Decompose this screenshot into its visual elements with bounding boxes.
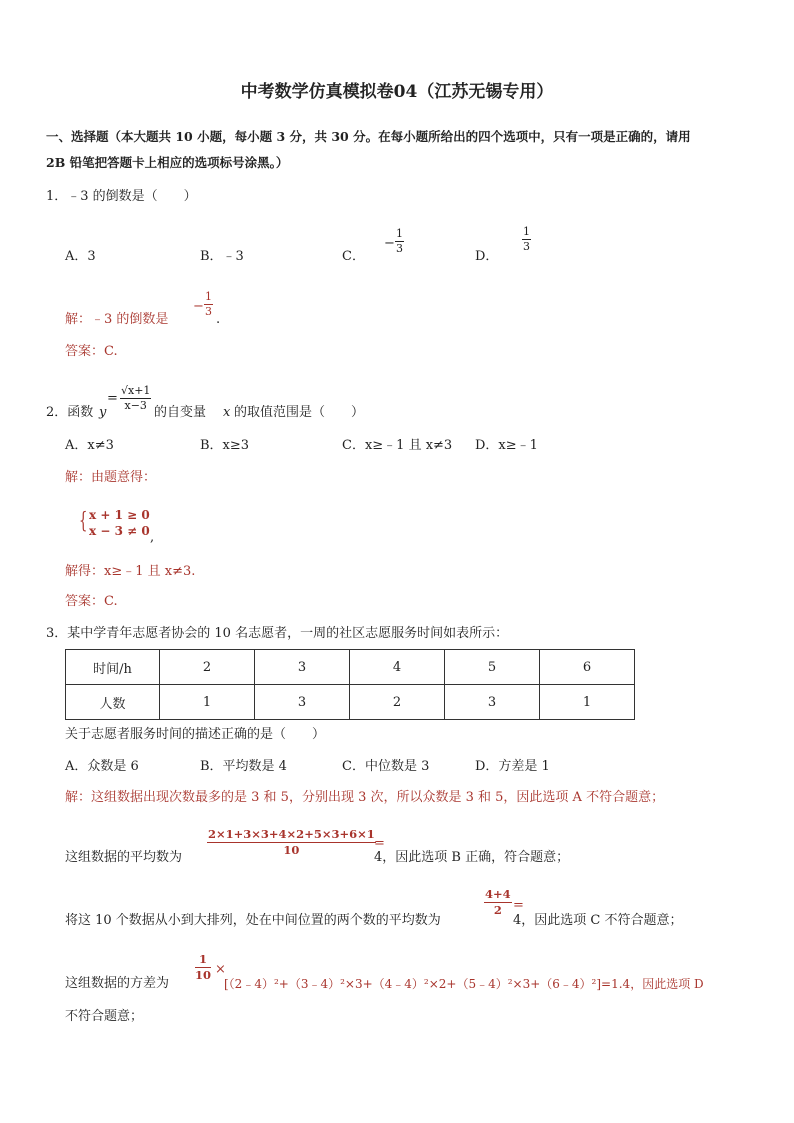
service-time-table <box>65 649 635 720</box>
q3-median-fraction <box>484 888 512 917</box>
q2-variable-x: x <box>223 405 231 420</box>
table-row <box>66 685 635 720</box>
q1-option-d-den: 3 <box>523 240 530 253</box>
q3-mean-prefix: 这组数据的平均数为 <box>65 850 183 865</box>
table-header-count: 人数 <box>66 685 160 720</box>
q3-question: 关于志愿者服务时间的描述正确的是（ ） <box>65 727 326 742</box>
q3-median-prefix: 将这 10 个数据从小到大排列，处在中间位置的两个数的平均数为 <box>65 913 441 928</box>
q3-option-b: B．平均数是 4 <box>200 759 287 774</box>
q1-solution-end: . <box>216 312 221 327</box>
q3-variance-prefix: 这组数据的方差为 <box>65 976 170 991</box>
q1-option-d-label: D． <box>475 249 499 264</box>
q2-variable-y: y <box>99 405 107 420</box>
q2-function-num: √x+1 <box>121 384 151 397</box>
table-cell: 3 <box>445 685 540 720</box>
q1-solution-num: 1 <box>205 290 212 303</box>
q3-mean-den: 10 <box>283 843 300 857</box>
q1-option-a: A．3 <box>65 249 96 264</box>
q3-option-d: D．方差是 1 <box>475 759 550 774</box>
q3-variance-fraction <box>195 953 211 982</box>
q2-system-line1: x + 1 ≥ 0 <box>89 508 150 522</box>
q1-option-d-fraction <box>522 226 531 253</box>
q2-function-fraction <box>120 385 151 412</box>
q1-solution-neg: − <box>193 299 204 314</box>
table-header-time: 时间/h <box>66 650 160 685</box>
q2-option-b: B．x≥3 <box>200 438 250 453</box>
page-title: 中考数学仿真模拟卷04（江苏无锡专用） <box>240 82 554 102</box>
q3-median-num: 4+4 <box>485 887 511 901</box>
q2-function-den: x−3 <box>124 399 147 412</box>
q1-option-c-den: 3 <box>396 242 403 255</box>
q2-answer: 答案：C. <box>65 594 118 609</box>
q2-option-c: C．x≥﹣1 且 x≠3 <box>342 438 453 453</box>
q3-option-c: C．中位数是 3 <box>342 759 430 774</box>
q2-system-end: , <box>150 530 155 545</box>
table-cell: 1 <box>540 685 635 720</box>
section-instructions-line2: 2B 铅笔把答题卡上相应的选项标号涂黑。） <box>46 155 289 170</box>
table-cell: 4 <box>350 650 445 685</box>
q1-answer: 答案：C. <box>65 344 118 359</box>
table-row <box>66 650 635 685</box>
q3-variance-times: × <box>215 962 226 977</box>
q3-median-result: 4，因此选项 C 不符合题意； <box>513 913 683 928</box>
q1-option-c-label: C． <box>342 249 365 264</box>
q3-median-den: 2 <box>493 903 502 917</box>
q3-variance-body: [（2﹣4）²+（3﹣4）²×3+（4﹣4）²×2+（5﹣4）²×3+（6﹣4）²]=1.4，因此选项 D <box>224 977 704 991</box>
table-cell: 1 <box>160 685 255 720</box>
q1-option-b: B．﹣3 <box>200 249 244 264</box>
q2-equals: = <box>107 391 118 406</box>
q2-option-d: D．x≥﹣1 <box>475 438 538 453</box>
q2-solution-text: 解：由题意得： <box>65 470 157 485</box>
table-cell: 3 <box>255 650 350 685</box>
q3-mean-equals: = <box>374 836 385 851</box>
q1-option-d-num: 1 <box>523 225 530 238</box>
q2-stem-middle: 的自变量 <box>154 405 207 420</box>
q1-stem: 1．﹣3 的倒数是（ ） <box>46 189 197 204</box>
q3-stem: 3．某中学青年志愿者协会的 10 名志愿者，一周的社区志愿服务时间如表所示： <box>46 626 509 641</box>
table-cell: 2 <box>160 650 255 685</box>
q2-stem-prefix: 2．函数 <box>46 405 94 420</box>
table-cell: 3 <box>255 685 350 720</box>
q3-solution-mode: 解：这组数据出现次数最多的是 3 和 5，分别出现 3 次，所以众数是 3 和 5，因此选项 A 不符合题意； <box>65 790 665 805</box>
table-cell: 6 <box>540 650 635 685</box>
q2-solution-result: 解得：x≥﹣1 且 x≠3. <box>65 564 196 579</box>
section-instructions-line1: 一、选择题（本大题共 10 小题，每小题 3 分，共 30 分。在每小题所给出的四个选项中，只有一项是正确的，请用 <box>46 129 691 144</box>
q3-mean-num: 2×1+3×3+4×2+5×3+6×1 <box>208 827 375 841</box>
q3-variance-continuation: 不符合题意； <box>65 1009 144 1024</box>
table-cell: 2 <box>350 685 445 720</box>
q1-solution-text: 解：﹣3 的倒数是 <box>65 312 169 327</box>
q2-system-line2: x − 3 ≠ 0 <box>89 524 150 538</box>
q3-variance-num: 1 <box>199 952 208 966</box>
q1-option-c-num: 1 <box>396 227 403 240</box>
q3-mean-result: 4，因此选项 B 正确，符合题意； <box>374 850 570 865</box>
q1-solution-fraction <box>204 291 213 318</box>
q2-option-a: A．x≠3 <box>65 438 114 453</box>
q1-solution-den: 3 <box>205 305 212 318</box>
q1-option-c-neg: − <box>384 236 395 251</box>
q3-variance-den: 10 <box>195 968 212 982</box>
q3-median-equals: = <box>513 898 524 913</box>
brace-icon: { <box>79 509 88 534</box>
table-cell: 5 <box>445 650 540 685</box>
q2-stem-end: 的取值范围是（ ） <box>234 405 365 420</box>
q3-mean-fraction <box>207 828 376 857</box>
q3-option-a: A．众数是 6 <box>65 759 139 774</box>
q1-option-c-fraction <box>395 228 404 255</box>
